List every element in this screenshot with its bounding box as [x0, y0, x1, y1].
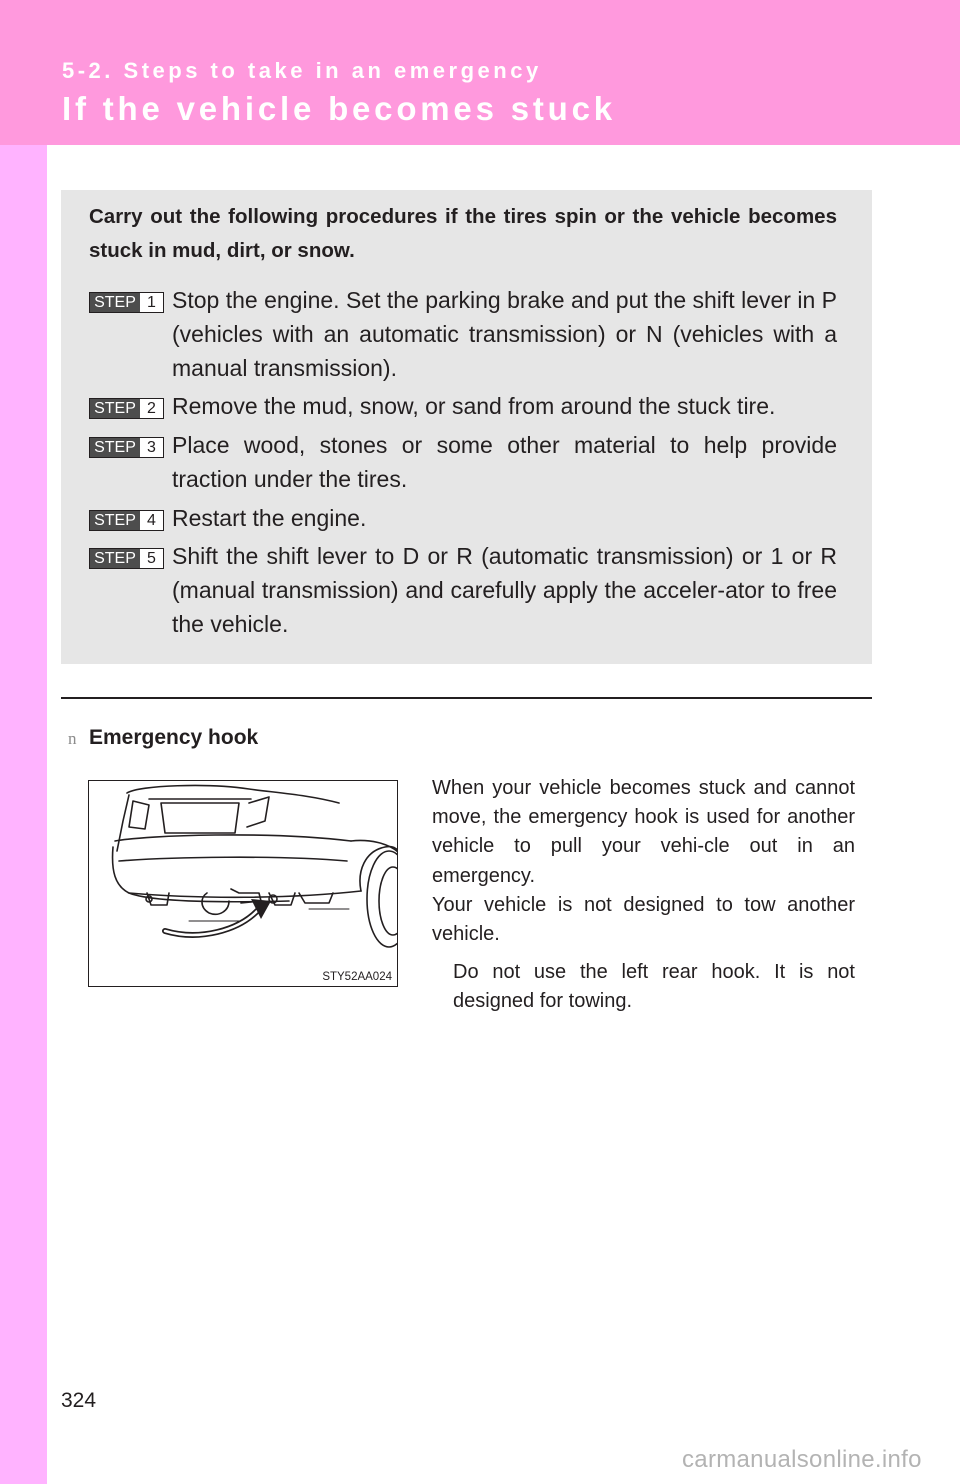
step-badge: [89, 398, 164, 419]
step-badge-word: STEP: [90, 438, 140, 457]
step-badge-word: STEP: [90, 549, 140, 568]
emergency-hook-heading: Emergency hook: [89, 726, 259, 749]
step-text: Remove the mud, snow, or sand from around the stuck tire.: [172, 393, 776, 419]
procedure-intro: Carry out the following procedures if the tires spin or the vehicle becomes stuck in mud, dirt, or snow.: [89, 205, 837, 262]
step-1: [89, 283, 837, 385]
step-badge: [89, 548, 164, 569]
section-label: 5-2. Steps to take in an emergency: [62, 58, 542, 83]
step-badge-number: 2: [140, 399, 163, 418]
page-number: 324: [61, 1389, 97, 1412]
step-text: Shift the shift lever to D or R (automatic transmission) or 1 or R (manual transmission) and carefully apply the acceler-ator to free the vehicle.: [172, 543, 837, 637]
step-badge-number: 1: [140, 293, 163, 312]
step-badge: [89, 292, 164, 313]
step-text: Restart the engine.: [172, 505, 367, 531]
step-badge-number: 4: [140, 511, 163, 530]
step-badge-word: STEP: [90, 293, 140, 312]
emergency-hook-description: [432, 774, 855, 949]
description-paragraph: When your vehicle becomes stuck and cannot move, the emergency hook is used for another vehicle to pull your vehi-cle out in an emergency.: [432, 777, 855, 887]
step-badge: [89, 510, 164, 531]
section-divider: [61, 697, 872, 699]
step-badge: [89, 437, 164, 458]
emergency-hook-note: Do not use the left rear hook. It is not designed for towing.: [453, 961, 855, 1013]
page-title: If the vehicle becomes stuck: [62, 90, 616, 127]
step-text: Place wood, stones or some other material to help provide traction under the tires.: [172, 432, 837, 492]
step-3: [89, 428, 837, 496]
step-badge-number: 3: [140, 438, 163, 457]
step-5: [89, 539, 837, 641]
step-badge-word: STEP: [90, 511, 140, 530]
step-badge-number: 5: [140, 549, 163, 568]
rear-bumper-illustration: [89, 781, 398, 987]
step-2: [89, 389, 837, 423]
bullet-marker: n: [68, 729, 77, 748]
description-paragraph: Your vehicle is not designed to tow another vehicle.: [432, 893, 855, 946]
watermark: carmanualsonline.info: [682, 1446, 922, 1473]
step-4: [89, 501, 837, 535]
chapter-header: [0, 0, 960, 145]
side-tab: [0, 145, 47, 1484]
step-badge-word: STEP: [90, 399, 140, 418]
step-text: Stop the engine. Set the parking brake and put the shift lever in P (vehicles with an automatic transmission) or N (vehicles with a manual transmission).: [172, 287, 837, 381]
emergency-hook-figure: [88, 780, 398, 987]
figure-code: STY52AA024: [322, 971, 392, 983]
